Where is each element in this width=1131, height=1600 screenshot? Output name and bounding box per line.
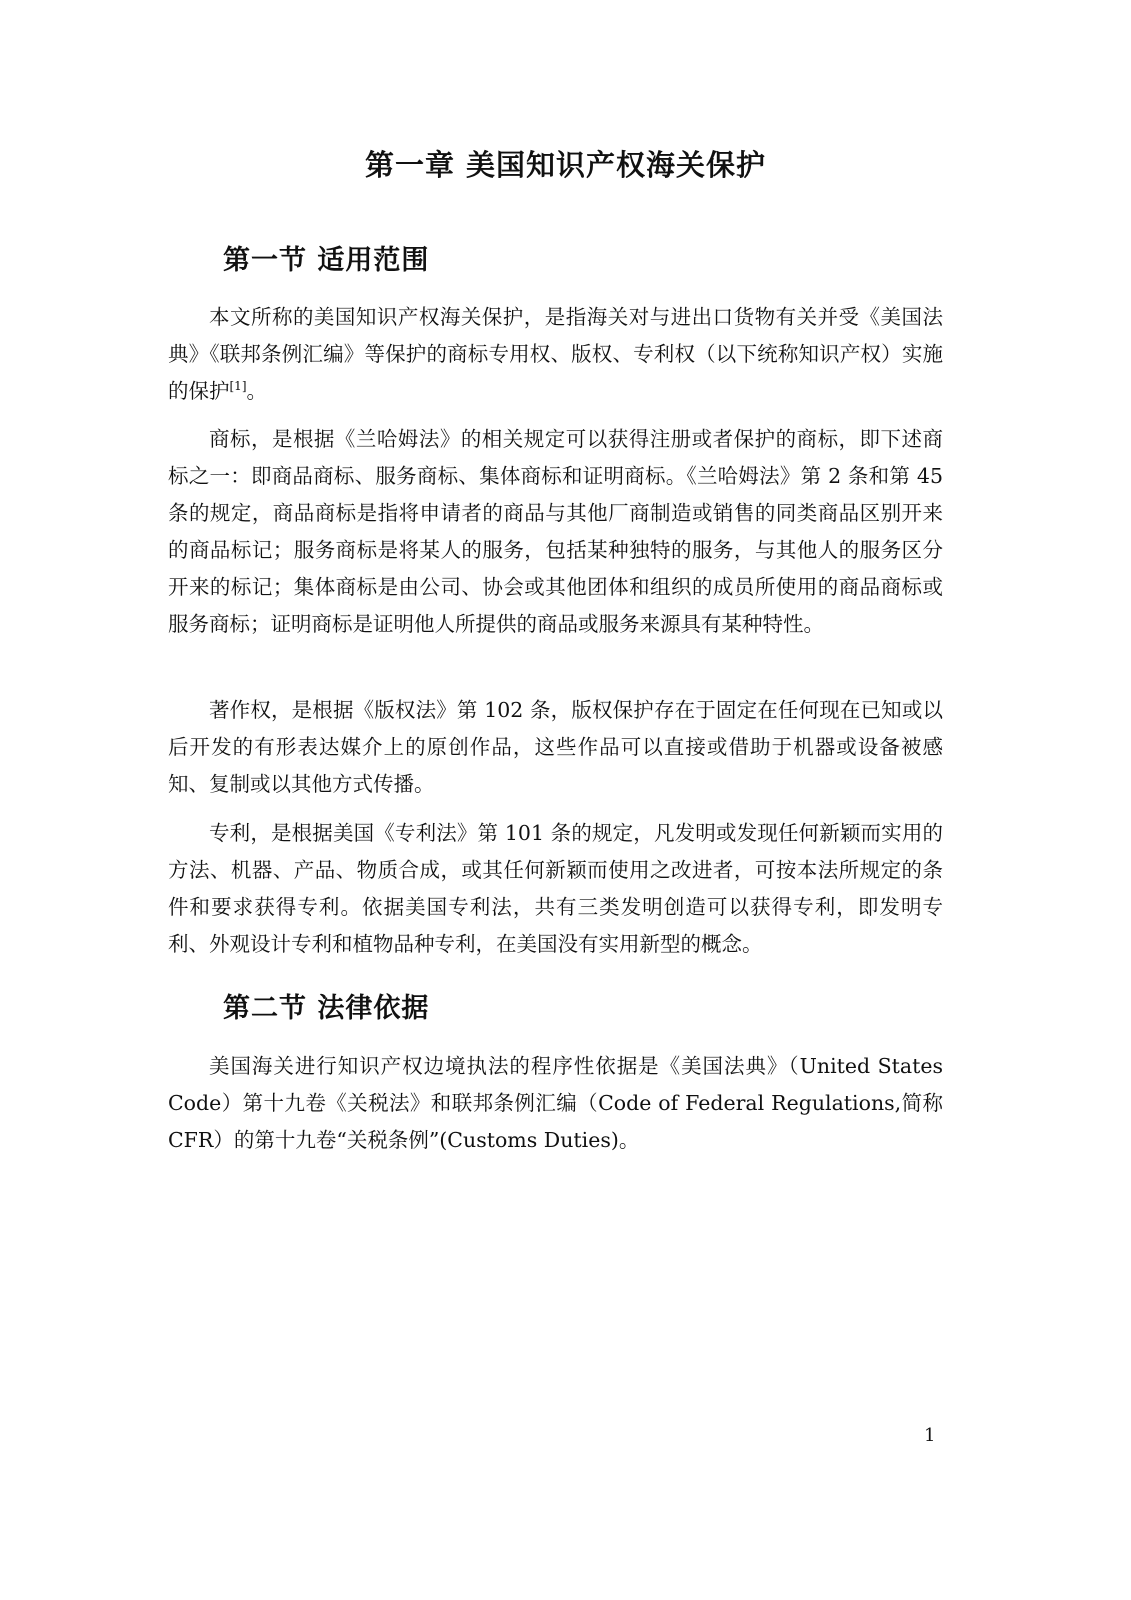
chapter-title: 第一章 美国知识产权海关保护 (364, 148, 767, 182)
paragraph-ip-definition-tail: 。 (246, 379, 267, 403)
footnote-marker[interactable]: [1] (229, 379, 247, 394)
paragraph-patent: 专利，是根据美国《专利法》第 101 条的规定，凡发明或发现任何新颖而实用的方法、机器、产品、物质合成，或其任何新颖而使用之改进者，可按本法所规定的条件和要求获得专利。依据美国专利法，共有三类发明创造可以获得专利，即发明专利、外观设计专利和植物品种专利，在美国没有实用新型的概念。 (168, 821, 943, 956)
section-title-scope: 第一节 适用范围 (223, 245, 430, 276)
paragraph-ip-definition-text: 本文所称的美国知识产权海关保护，是指海关对与进出口货物有关并受《美国法典》《联邦条例汇编》等保护的商标专用权、版权、专利权（以下统称知识产权）实施的保护 (168, 305, 943, 403)
paragraph-ip-definition (168, 299, 943, 410)
paragraph-trademark: 商标，是根据《兰哈姆法》的相关规定可以获得注册或者保护的商标，即下述商标之一：即商品商标、服务商标、集体商标和证明商标。《兰哈姆法》第 2 条和第 45 条的规定，商品商标是指将申请者的商品与其他厂商制造或销售的同类商品区别开来的商品标记；服务商标是将某人的服务，包括某种独特的服务，与其他人的服务区分开来的标记；集体商标是由公司、协会或其他团体和组织的成员所使用的商品商标或服务商标；证明商标是证明他人所提供的商品或服务来源具有某种特性。 (168, 427, 943, 636)
paragraph-legal-basis: 美国海关进行知识产权边境执法的程序性依据是《美国法典》（United States Code）第十九卷《关税法》和联邦条例汇编（Code of Federal Regulations,简称 CFR）的第十九卷“关税条例”(Customs Duties)。 (168, 1054, 943, 1152)
page-number: 1 (924, 1425, 936, 1446)
paragraph-copyright: 著作权，是根据《版权法》第 102 条，版权保护存在于固定在任何现在已知或以后开发的有形表达媒介上的原创作品，这些作品可以直接或借助于机器或设备被感知、复制或以其他方式传播。 (168, 698, 943, 796)
section-title-legal-basis: 第二节 法律依据 (223, 993, 430, 1024)
